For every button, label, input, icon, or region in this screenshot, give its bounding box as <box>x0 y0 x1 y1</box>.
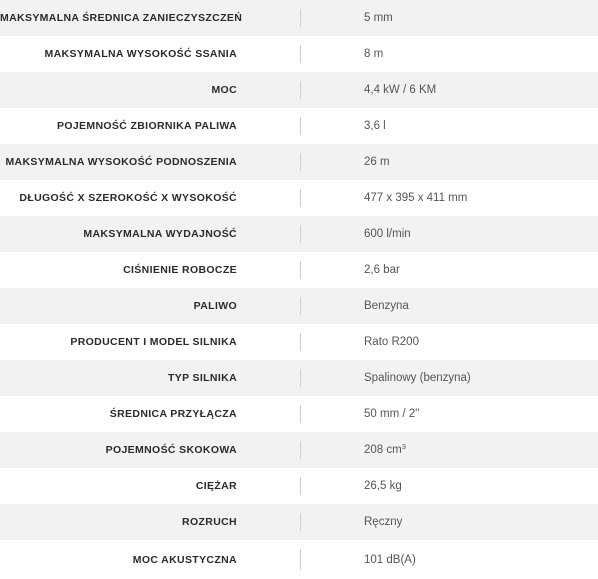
spec-label: PRODUCENT I MODEL SILNIKA <box>0 324 301 360</box>
spec-value: 50 mm / 2'' <box>364 408 420 420</box>
spec-row-max-lift-height <box>0 144 598 180</box>
spec-value: 3,6 l <box>364 120 386 132</box>
spec-label: MOC <box>0 72 301 108</box>
spec-row-max-suction-height <box>0 36 598 72</box>
spec-label: MOC AKUSTYCZNA <box>0 540 301 579</box>
spec-value: Spalinowy (benzyna) <box>364 372 471 384</box>
spec-value: 26 m <box>364 156 390 168</box>
spec-value-superscript: 3 <box>401 441 406 451</box>
spec-row-working-pressure <box>0 252 598 288</box>
spec-label: MAKSYMALNA WYDAJNOŚĆ <box>0 216 301 252</box>
spec-row-engine-type <box>0 360 598 396</box>
spec-value: 2,6 bar <box>364 264 400 276</box>
spec-value: 8 m <box>364 48 384 60</box>
spec-label: POJEMNOŚĆ SKOKOWA <box>0 432 301 468</box>
spec-value: 5 mm <box>364 12 393 24</box>
spec-label: DŁUGOŚĆ X SZEROKOŚĆ X WYSOKOŚĆ <box>0 180 301 216</box>
spec-label: ROZRUCH <box>0 504 301 540</box>
spec-value: 26,5 kg <box>364 480 402 492</box>
spec-value: 600 l/min <box>364 228 411 240</box>
spec-label: MAKSYMALNA WYSOKOŚĆ SSANIA <box>0 36 301 72</box>
spec-row-displacement <box>0 432 598 468</box>
spec-value: Rato R200 <box>364 336 419 348</box>
spec-label: CIŚNIENIE ROBOCZE <box>0 252 301 288</box>
spec-value-text: 208 cm <box>364 444 402 456</box>
spec-label: ŚREDNICA PRZYŁĄCZA <box>0 396 301 432</box>
spec-label: PALIWO <box>0 288 301 324</box>
spec-value <box>301 432 598 468</box>
spec-row-power <box>0 72 598 108</box>
spec-value: 477 x 395 x 411 mm <box>364 192 468 204</box>
spec-row-start-type <box>0 504 598 540</box>
spec-label: MAKSYMALNA ŚREDNICA ZANIECZYSZCZEŃ <box>0 0 301 36</box>
spec-row-sound-power <box>0 540 598 579</box>
spec-row-fuel-tank-capacity <box>0 108 598 144</box>
spec-row-max-impurity-diameter <box>0 0 598 36</box>
spec-row-fuel <box>0 288 598 324</box>
spec-row-dimensions <box>0 180 598 216</box>
spec-row-connection-diameter <box>0 396 598 432</box>
spec-value: Benzyna <box>364 300 409 312</box>
spec-label: POJEMNOŚĆ ZBIORNIKA PALIWA <box>0 108 301 144</box>
spec-label: CIĘŻAR <box>0 468 301 504</box>
spec-label: MAKSYMALNA WYSOKOŚĆ PODNOSZENIA <box>0 144 301 180</box>
spec-value: 4,4 kW / 6 KM <box>364 84 437 96</box>
spec-value: 101 dB(A) <box>364 553 416 566</box>
spec-row-engine-model <box>0 324 598 360</box>
spec-row-weight <box>0 468 598 504</box>
spec-label: TYP SILNIKA <box>0 360 301 396</box>
spec-value: Ręczny <box>364 516 403 528</box>
spec-row-max-capacity <box>0 216 598 252</box>
